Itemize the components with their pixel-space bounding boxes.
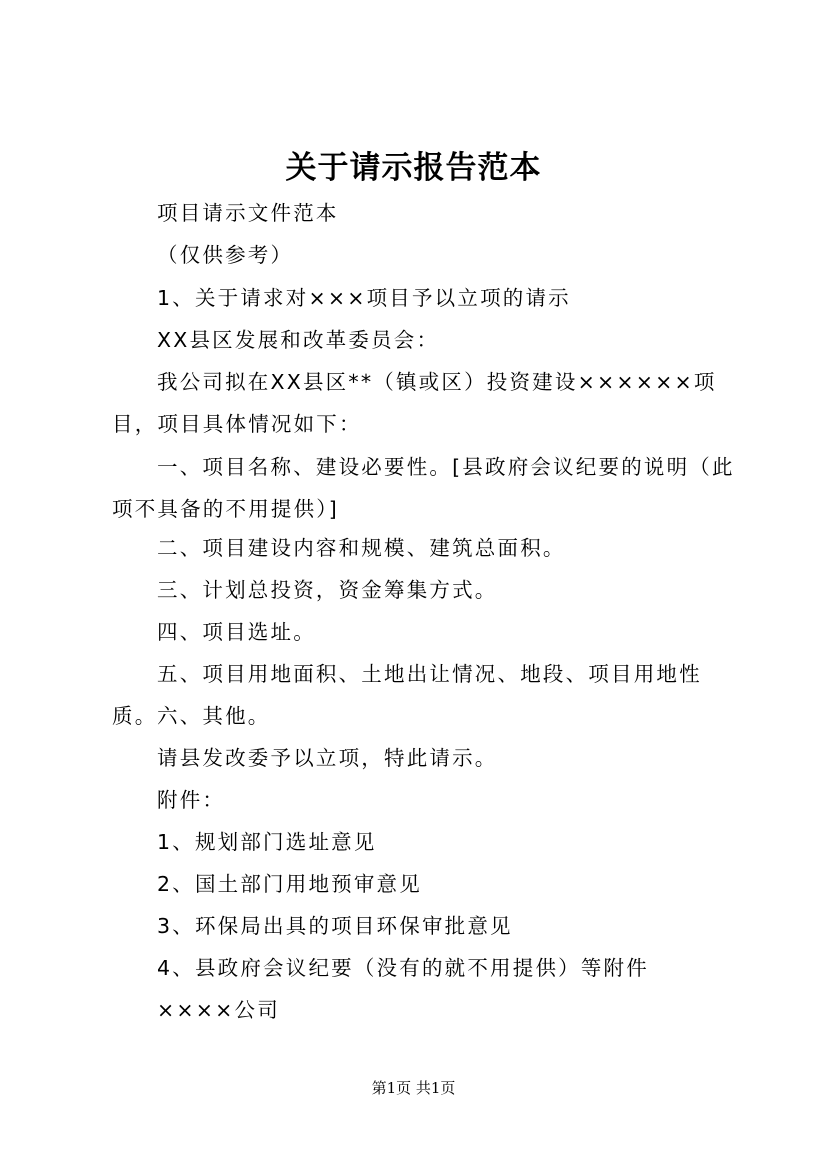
paragraph-1: 项目请示文件范本 <box>157 201 339 225</box>
paragraph-15: 2、国土部门用地预审意见 <box>157 872 422 896</box>
page-footer: 第1页 共1页 <box>371 1079 456 1097</box>
paragraph-7: 二、项目建设内容和规模、建筑总面积。 <box>157 536 566 560</box>
paragraph-5: 我公司拟在XX县区**（镇或区）投资建设××××××项目，项目具体情况如下： <box>112 370 717 436</box>
paragraph-6: 一、项目名称、建设必要性。[县政府会议纪要的说明（此项不具备的不用提供）] <box>112 455 735 521</box>
paragraph-14: 1、规划部门选址意见 <box>157 830 377 854</box>
paragraph-8: 三、计划总投资，资金筹集方式。 <box>157 578 498 602</box>
paragraph-16: 3、环保局出具的项目环保审批意见 <box>157 914 513 938</box>
paragraph-10: 五、项目用地面积、土地出让情况、地段、项目用地性质。 <box>112 662 702 728</box>
paragraph-9: 四、项目选址。 <box>157 620 316 644</box>
document-title: 关于请示报告范本 <box>285 150 542 186</box>
paragraph-17: 4、县政府会议纪要（没有的就不用提供）等附件 <box>157 956 649 980</box>
paragraph-3: 1、关于请求对×××项目予以立项的请示 <box>157 286 571 310</box>
paragraph-12: 请县发改委予以立项，特此请示。 <box>157 746 498 770</box>
paragraph-18: ××××公司 <box>157 998 280 1022</box>
paragraph-4: XX县区发展和改革委员会： <box>157 328 440 352</box>
paragraph-13: 附件： <box>157 788 226 812</box>
paragraph-2: （仅供参考） <box>157 243 294 267</box>
paragraph-11: 六、其他。 <box>157 704 271 728</box>
